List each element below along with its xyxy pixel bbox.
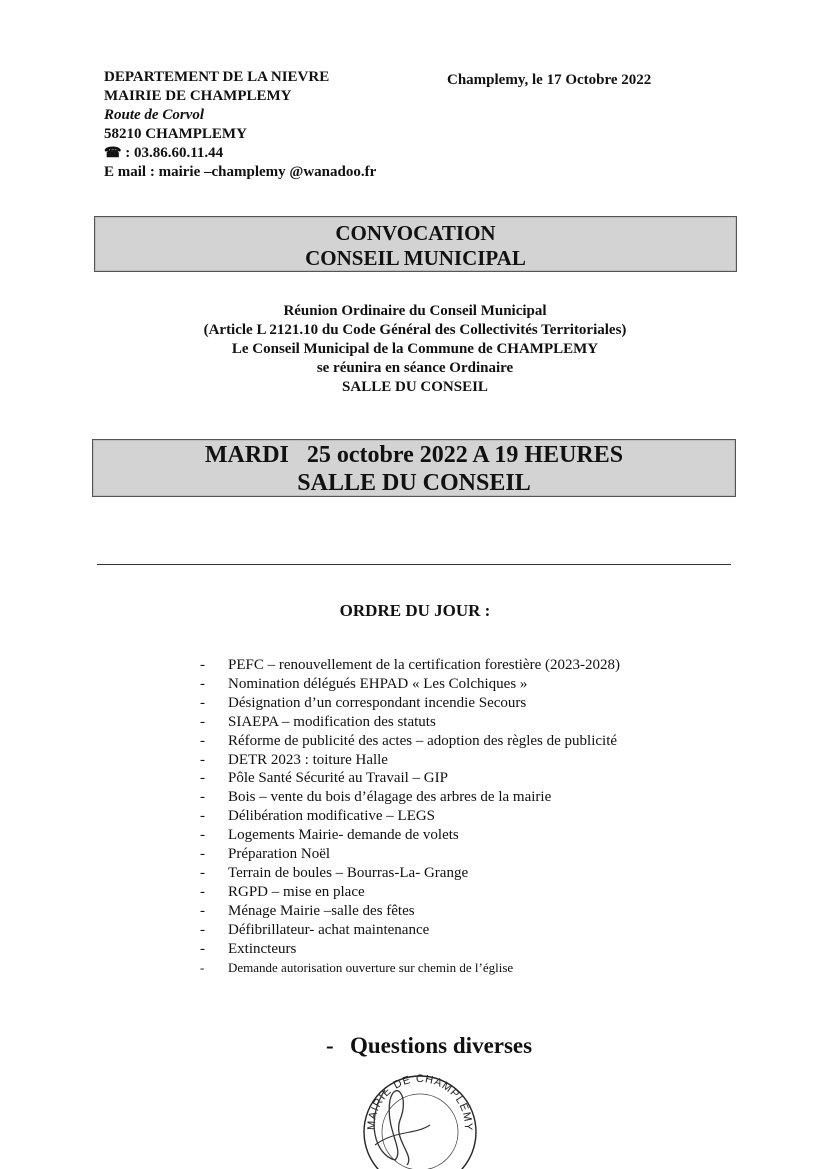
- agenda-bullet: -: [200, 675, 205, 692]
- agenda-item: [200, 788, 620, 807]
- agenda-item-text: RGPD – mise en place: [228, 883, 365, 900]
- questions-dash: -: [326, 1033, 334, 1058]
- intro-line: Le Conseil Municipal de la Commune de CHAMPLEMY: [231, 341, 599, 357]
- agenda-item-text: Délibération modificative – LEGS: [228, 808, 436, 825]
- intro-block: [100, 302, 730, 397]
- stamp-text: MAIRIE DE CHAMPLEMY: [365, 1073, 474, 1132]
- convocation-title-box: [94, 216, 737, 272]
- telephone-icon: ☎: [104, 146, 122, 161]
- agenda-item-text: Demande autorisation ouverture sur chemin de l’église: [228, 959, 514, 975]
- agenda-item-text: Bois – vente du bois d’élagage des arbres de la mairie: [228, 789, 552, 806]
- agenda-item-text: Ménage Mairie –salle des fêtes: [228, 902, 415, 919]
- agenda-bullet: -: [200, 808, 205, 825]
- agenda-item: [200, 959, 620, 978]
- agenda-item-text: Logements Mairie- demande de volets: [228, 827, 459, 844]
- intro-line: SALLE DU CONSEIL: [342, 379, 488, 395]
- intro-line: Réunion Ordinaire du Conseil Municipal: [283, 303, 547, 319]
- agenda-item: [200, 732, 620, 751]
- meeting-date-box: [92, 439, 736, 497]
- phone-line: [104, 144, 376, 163]
- agenda-bullet: -: [200, 940, 205, 957]
- document-date: Champlemy, le 17 Octobre 2022: [447, 72, 652, 88]
- agenda-item: [200, 751, 620, 770]
- agenda-item: [200, 921, 620, 940]
- stamp-inner-circle: [382, 1094, 458, 1169]
- title-line-2: CONSEIL MUNICIPAL: [305, 246, 526, 270]
- agenda-bullet: -: [200, 694, 205, 711]
- agenda-bullet: -: [200, 789, 205, 806]
- mairie-address-block: [104, 68, 376, 182]
- agenda-bullet: -: [200, 827, 205, 844]
- agenda-item: [200, 826, 620, 845]
- agenda-bullet: -: [200, 959, 205, 975]
- department-line: DEPARTEMENT DE LA NIEVRE: [104, 69, 330, 85]
- agenda-item-text: Extincteurs: [228, 940, 297, 957]
- agenda-item: [200, 845, 620, 864]
- agenda-item-text: PEFC – renouvellement de la certification forestière (2023-2028): [228, 657, 620, 673]
- agenda-bullet: -: [200, 770, 205, 787]
- agenda-bullet: -: [200, 657, 205, 673]
- agenda-list: [200, 656, 620, 977]
- meeting-line-2: SALLE DU CONSEIL: [297, 470, 531, 496]
- questions-diverses: [326, 1033, 532, 1059]
- agenda-item-text: Défibrillateur- achat maintenance: [228, 921, 430, 938]
- agenda-item-text: Désignation d’un correspondant incendie Secours: [228, 694, 527, 711]
- agenda-item: [200, 864, 620, 883]
- agenda-item: [200, 940, 620, 959]
- divider-line: [97, 564, 731, 565]
- mairie-stamp: [345, 1060, 485, 1169]
- agenda-item-text: Réforme de publicité des actes – adoption des règles de publicité: [228, 732, 618, 749]
- email-line: E mail : mairie –champlemy @wanadoo.fr: [104, 164, 377, 180]
- agenda-item: [200, 769, 620, 788]
- phone-number: : 03.86.60.11.44: [125, 145, 224, 161]
- agenda-bullet: -: [200, 751, 205, 768]
- agenda-item-text: Nomination délégués EHPAD « Les Colchiques »: [228, 675, 528, 692]
- meeting-line-1: MARDI 25 octobre 2022 A 19 HEURES: [204, 442, 624, 468]
- mairie-line: MAIRIE DE CHAMPLEMY: [104, 88, 292, 104]
- agenda-item: [200, 675, 620, 694]
- agenda-bullet: -: [200, 713, 205, 730]
- title-line-1: CONVOCATION: [335, 221, 496, 245]
- agenda-item: [200, 694, 620, 713]
- agenda-item: [200, 807, 620, 826]
- agenda-bullet: -: [200, 846, 205, 863]
- agenda-bullet: -: [200, 883, 205, 900]
- agenda-item-text: SIAEPA – modification des statuts: [228, 713, 436, 730]
- agenda-item-text: Pôle Santé Sécurité au Travail – GIP: [228, 770, 448, 787]
- agenda-item-text: Terrain de boules – Bourras-La- Grange: [228, 864, 469, 881]
- questions-label: Questions diverses: [350, 1033, 533, 1058]
- agenda-bullet: -: [200, 732, 205, 749]
- postal-line: 58210 CHAMPLEMY: [104, 126, 247, 142]
- agenda-item-text: DETR 2023 : toiture Halle: [228, 751, 388, 768]
- agenda-item-text: Préparation Noël: [228, 846, 331, 863]
- agenda-bullet: -: [200, 902, 205, 919]
- intro-line: (Article L 2121.10 du Code Général des Collectivités Territoriales): [203, 322, 627, 338]
- agenda-bullet: -: [200, 921, 205, 938]
- street-line: Route de Corvol: [104, 107, 204, 123]
- signature-scribble: [374, 1090, 409, 1165]
- agenda-item: [200, 713, 620, 732]
- intro-line: se réunira en séance Ordinaire: [316, 360, 514, 376]
- agenda-item: [200, 883, 620, 902]
- agenda-title: ORDRE DU JOUR :: [339, 601, 491, 620]
- agenda-bullet: -: [200, 864, 205, 881]
- agenda-item: [200, 656, 620, 675]
- agenda-item: [200, 902, 620, 921]
